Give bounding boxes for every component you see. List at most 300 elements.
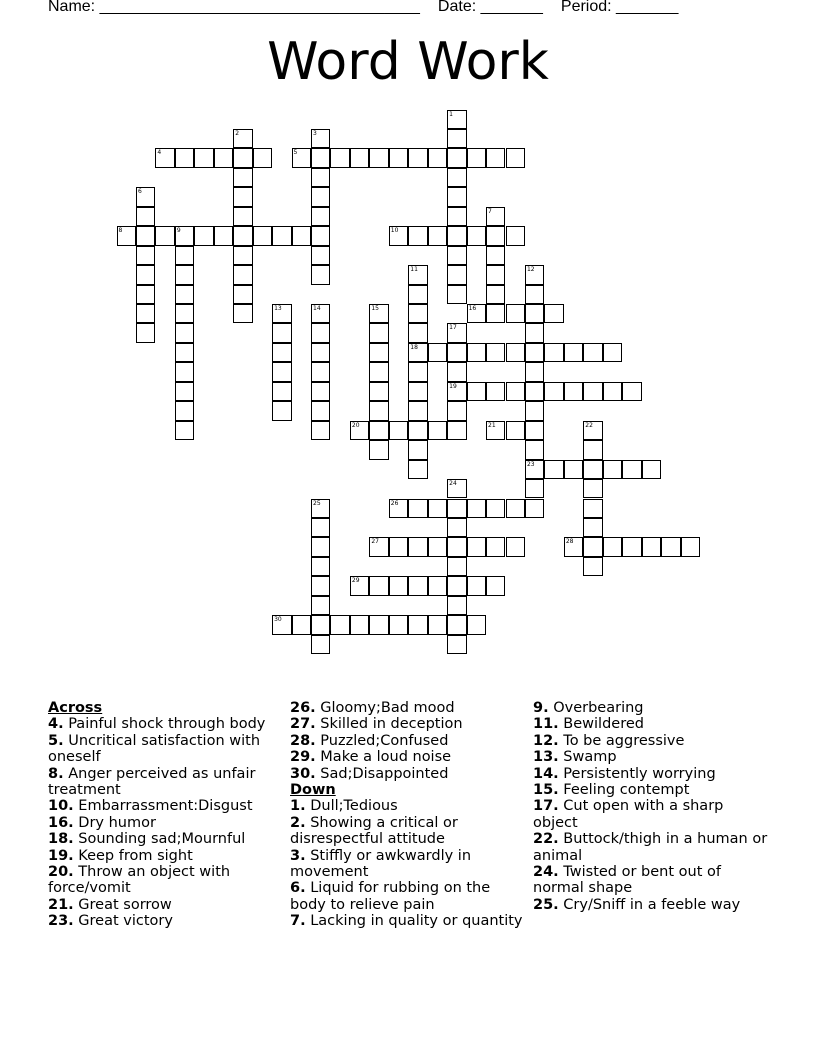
cell-number: 17 (449, 324, 457, 332)
grid-cell[interactable] (408, 148, 427, 167)
grid-cell[interactable] (506, 382, 525, 401)
grid-cell[interactable] (311, 168, 330, 187)
grid-cell[interactable] (389, 537, 408, 556)
clue-text: Dull;Tedious (310, 798, 398, 815)
clue-text: Swamp (563, 749, 617, 766)
clues-column-2 (290, 700, 525, 930)
clue-across-8 (48, 766, 283, 799)
cell-number: 26 (390, 499, 399, 507)
grid-cell[interactable] (194, 226, 213, 245)
grid-cell[interactable] (447, 323, 466, 342)
grid-cell[interactable] (233, 168, 252, 187)
grid-cell[interactable] (369, 401, 388, 420)
grid-cell[interactable] (408, 265, 427, 284)
grid-cell[interactable] (544, 343, 563, 362)
grid-cell[interactable] (661, 537, 680, 556)
grid-cell[interactable] (506, 499, 525, 518)
grid-cell[interactable] (311, 499, 330, 518)
grid-cell[interactable] (467, 499, 486, 518)
grid-cell[interactable] (272, 401, 291, 420)
grid-cell[interactable] (408, 440, 427, 459)
grid-cell[interactable] (233, 148, 252, 167)
grid-cell[interactable] (486, 148, 505, 167)
grid-cell[interactable] (272, 304, 291, 323)
grid-cell[interactable] (506, 148, 525, 167)
grid-cell[interactable] (233, 265, 252, 284)
grid-cell[interactable] (175, 226, 194, 245)
grid-cell[interactable] (292, 148, 311, 167)
grid-cell[interactable] (214, 148, 233, 167)
grid-cell[interactable] (136, 246, 155, 265)
clue-down-6 (290, 880, 525, 913)
grid-cell[interactable] (525, 304, 544, 323)
clue-across-27 (290, 716, 525, 732)
grid-cell[interactable] (486, 265, 505, 284)
grid-cell[interactable] (642, 537, 661, 556)
grid-cell[interactable] (506, 343, 525, 362)
grid-cell[interactable] (467, 576, 486, 595)
cell-number: 29 (351, 577, 360, 585)
grid-cell[interactable] (408, 460, 427, 479)
grid-cell[interactable] (525, 343, 544, 362)
grid-cell[interactable] (428, 499, 447, 518)
grid-cell[interactable] (525, 499, 544, 518)
grid-cell[interactable] (525, 440, 544, 459)
grid-cell[interactable] (428, 576, 447, 595)
grid-cell[interactable] (233, 207, 252, 226)
grid-cell[interactable] (428, 226, 447, 245)
grid-cell[interactable] (447, 401, 466, 420)
grid-cell[interactable] (525, 285, 544, 304)
grid-cell[interactable] (369, 382, 388, 401)
clue-across-23 (48, 913, 283, 929)
grid-cell[interactable] (447, 615, 466, 634)
grid-cell[interactable] (428, 537, 447, 556)
grid-cell[interactable] (233, 285, 252, 304)
grid-cell[interactable] (622, 382, 641, 401)
grid-cell[interactable] (564, 460, 583, 479)
grid-cell[interactable] (311, 187, 330, 206)
clue-number: 11. (533, 716, 559, 733)
grid-cell[interactable] (428, 148, 447, 167)
clue-text: Cut open with a sharp object (533, 798, 724, 831)
grid-cell[interactable] (603, 537, 622, 556)
clue-text: Sounding sad;Mournful (78, 831, 246, 848)
grid-cell[interactable] (155, 226, 174, 245)
clue-number: 16. (48, 814, 74, 831)
cell-number: 22 (585, 421, 593, 429)
grid-cell[interactable] (369, 362, 388, 381)
grid-cell[interactable] (272, 615, 291, 634)
clue-text: Dry humor (78, 814, 156, 831)
grid-cell[interactable] (175, 304, 194, 323)
grid-cell[interactable] (447, 265, 466, 284)
grid-cell[interactable] (311, 382, 330, 401)
grid-cell[interactable] (583, 557, 602, 576)
cell-number: 16 (468, 305, 477, 312)
clue-text: Lacking in quality or quantity (310, 913, 523, 930)
grid-cell[interactable] (447, 362, 466, 381)
grid-cell[interactable] (272, 323, 291, 342)
grid-cell[interactable] (350, 615, 369, 634)
grid-cell[interactable] (467, 615, 486, 634)
grid-cell[interactable] (311, 304, 330, 323)
grid-cell[interactable] (447, 499, 466, 518)
grid-cell[interactable] (447, 596, 466, 615)
clue-down-25 (533, 897, 768, 913)
grid-cell[interactable] (486, 304, 505, 323)
cell-number: 27 (371, 538, 379, 546)
grid-cell[interactable] (525, 401, 544, 420)
grid-cell[interactable] (447, 382, 466, 401)
grid-cell[interactable] (175, 421, 194, 440)
grid-cell[interactable] (175, 148, 194, 167)
grid-cell[interactable] (311, 246, 330, 265)
grid-cell[interactable] (253, 226, 272, 245)
grid-cell[interactable] (447, 129, 466, 148)
grid-cell[interactable] (447, 226, 466, 245)
clue-across-5 (48, 733, 283, 766)
grid-cell[interactable] (428, 615, 447, 634)
down-heading: Down (290, 782, 336, 799)
clue-across-19 (48, 848, 283, 864)
grid-cell[interactable] (447, 246, 466, 265)
grid-cell[interactable] (311, 596, 330, 615)
grid-cell[interactable] (447, 479, 466, 498)
grid-cell[interactable] (447, 537, 466, 556)
grid-cell[interactable] (525, 265, 544, 284)
grid-cell[interactable] (233, 304, 252, 323)
clue-text: To be aggressive (563, 732, 685, 749)
grid-cell[interactable] (330, 615, 349, 634)
period-field[interactable]: Period: _______ (560, 0, 679, 15)
grid-cell[interactable] (408, 304, 427, 323)
cell-number: 10 (390, 227, 399, 235)
grid-cell[interactable] (311, 343, 330, 362)
grid-cell[interactable] (369, 304, 388, 323)
grid-cell[interactable] (369, 440, 388, 459)
grid-cell[interactable] (447, 557, 466, 576)
clue-across-18 (48, 831, 283, 847)
grid-cell[interactable] (330, 148, 349, 167)
grid-cell[interactable] (467, 226, 486, 245)
grid-cell[interactable] (408, 499, 427, 518)
grid-cell[interactable] (408, 421, 427, 440)
grid-cell[interactable] (486, 382, 505, 401)
grid-cell[interactable] (486, 285, 505, 304)
grid-cell[interactable] (447, 285, 466, 304)
grid-cell[interactable] (369, 537, 388, 556)
grid-cell[interactable] (272, 343, 291, 362)
clue-across-10 (48, 798, 283, 814)
grid-cell[interactable] (564, 537, 583, 556)
grid-cell[interactable] (175, 323, 194, 342)
grid-cell[interactable] (408, 285, 427, 304)
clue-text: Make a loud noise (320, 749, 452, 766)
cell-number: 8 (118, 227, 123, 235)
grid-cell[interactable] (428, 421, 447, 440)
grid-cell[interactable] (389, 499, 408, 518)
grid-cell[interactable] (583, 479, 602, 498)
grid-cell[interactable] (447, 148, 466, 167)
page-title: Word Work (267, 32, 549, 92)
grid-cell[interactable] (408, 615, 427, 634)
grid-cell[interactable] (369, 421, 388, 440)
clue-number: 23. (48, 913, 74, 930)
cell-number: 14 (313, 305, 321, 312)
grid-cell[interactable] (175, 343, 194, 362)
grid-cell[interactable] (175, 265, 194, 284)
grid-cell[interactable] (311, 323, 330, 342)
clue-text: Sad;Disappointed (320, 765, 449, 782)
grid-cell[interactable] (408, 401, 427, 420)
clue-number: 30. (290, 765, 316, 782)
cell-number: 30 (274, 616, 282, 624)
grid-cell[interactable] (467, 537, 486, 556)
clue-down-11 (533, 716, 768, 732)
grid-cell[interactable] (272, 226, 291, 245)
grid-cell[interactable] (681, 537, 700, 556)
grid-cell[interactable] (447, 421, 466, 440)
grid-cell[interactable] (564, 343, 583, 362)
grid-cell[interactable] (447, 207, 466, 226)
grid-cell[interactable] (506, 304, 525, 323)
grid-cell[interactable] (311, 401, 330, 420)
grid-cell[interactable] (117, 226, 136, 245)
grid-cell[interactable] (642, 460, 661, 479)
cell-number: 13 (274, 305, 282, 312)
cell-number: 11 (410, 266, 418, 274)
grid-cell[interactable] (408, 576, 427, 595)
grid-cell[interactable] (311, 576, 330, 595)
grid-cell[interactable] (136, 304, 155, 323)
grid-cell[interactable] (525, 382, 544, 401)
grid-cell[interactable] (525, 362, 544, 381)
grid-cell[interactable] (447, 110, 466, 129)
grid-cell[interactable] (525, 479, 544, 498)
grid-cell[interactable] (369, 343, 388, 362)
clue-text: Painful shock through body (68, 716, 266, 733)
clue-down-3 (290, 848, 525, 881)
grid-cell[interactable] (136, 187, 155, 206)
grid-cell[interactable] (583, 343, 602, 362)
clue-down-12 (533, 733, 768, 749)
grid-cell[interactable] (311, 362, 330, 381)
grid-cell[interactable] (311, 557, 330, 576)
grid-cell[interactable] (136, 207, 155, 226)
grid-cell[interactable] (311, 635, 330, 654)
grid-cell[interactable] (544, 460, 563, 479)
clue-text: Great victory (78, 913, 173, 930)
grid-cell[interactable] (447, 518, 466, 537)
clue-number: 6. (290, 880, 306, 897)
clue-across-26 (290, 700, 525, 716)
grid-cell[interactable] (564, 382, 583, 401)
grid-cell[interactable] (311, 148, 330, 167)
name-field[interactable]: Name: ____________________________________ (48, 0, 420, 15)
clue-text: Anger perceived as unfair treatment (48, 765, 256, 799)
grid-cell[interactable] (175, 401, 194, 420)
clue-number: 12. (533, 732, 559, 749)
grid-cell[interactable] (467, 382, 486, 401)
grid-cell[interactable] (311, 615, 330, 634)
grid-cell[interactable] (506, 421, 525, 440)
grid-cell[interactable] (389, 615, 408, 634)
clue-text: Great sorrow (78, 896, 172, 913)
grid-cell[interactable] (486, 246, 505, 265)
grid-cell[interactable] (525, 323, 544, 342)
grid-cell[interactable] (175, 246, 194, 265)
clue-number: 3. (290, 847, 306, 864)
grid-cell[interactable] (544, 304, 563, 323)
clue-down-2 (290, 815, 525, 848)
grid-cell[interactable] (389, 421, 408, 440)
clue-text: Twisted or bent out of normal shape (533, 864, 721, 897)
grid-cell[interactable] (408, 537, 427, 556)
grid-cell[interactable] (350, 421, 369, 440)
grid-cell[interactable] (311, 129, 330, 148)
grid-cell[interactable] (486, 537, 505, 556)
clue-number: 19. (48, 847, 74, 864)
grid-cell[interactable] (175, 285, 194, 304)
grid-cell[interactable] (583, 382, 602, 401)
grid-cell[interactable] (408, 323, 427, 342)
clue-number: 4. (48, 716, 64, 733)
across-heading: Across (48, 700, 103, 716)
grid-cell[interactable] (311, 421, 330, 440)
grid-cell[interactable] (369, 576, 388, 595)
grid-cell[interactable] (369, 323, 388, 342)
grid-cell[interactable] (486, 421, 505, 440)
grid-cell[interactable] (389, 148, 408, 167)
clue-number: 26. (290, 700, 316, 716)
grid-cell[interactable] (233, 246, 252, 265)
grid-cell[interactable] (447, 168, 466, 187)
grid-cell[interactable] (447, 635, 466, 654)
grid-cell[interactable] (583, 518, 602, 537)
clue-number: 8. (48, 765, 64, 782)
grid-cell[interactable] (155, 148, 174, 167)
grid-cell[interactable] (194, 148, 213, 167)
clue-text: Gloomy;Bad mood (320, 700, 455, 716)
crossword-grid (117, 110, 717, 670)
grid-cell[interactable] (408, 226, 427, 245)
grid-cell[interactable] (525, 421, 544, 440)
clue-across-20 (48, 864, 283, 897)
grid-cell[interactable] (408, 382, 427, 401)
grid-cell[interactable] (350, 576, 369, 595)
grid-cell[interactable] (486, 226, 505, 245)
grid-cell[interactable] (583, 421, 602, 440)
grid-cell[interactable] (369, 615, 388, 634)
grid-cell[interactable] (136, 323, 155, 342)
clue-number: 1. (290, 798, 306, 815)
grid-cell[interactable] (447, 187, 466, 206)
grid-cell[interactable] (603, 343, 622, 362)
grid-cell[interactable] (467, 148, 486, 167)
grid-cell[interactable] (214, 226, 233, 245)
cell-number: 3 (313, 129, 317, 137)
grid-cell[interactable] (311, 518, 330, 537)
grid-cell[interactable] (583, 440, 602, 459)
grid-cell[interactable] (369, 148, 388, 167)
clue-number: 5. (48, 732, 64, 749)
grid-cell[interactable] (506, 537, 525, 556)
clue-number: 9. (533, 700, 549, 716)
grid-cell[interactable] (583, 499, 602, 518)
grid-cell[interactable] (311, 265, 330, 284)
grid-cell[interactable] (136, 285, 155, 304)
grid-cell[interactable] (233, 226, 252, 245)
cell-number: 4 (157, 149, 162, 157)
clue-number: 14. (533, 765, 559, 782)
grid-cell[interactable] (428, 343, 447, 362)
clue-number: 27. (290, 716, 316, 733)
grid-cell[interactable] (253, 148, 272, 167)
grid-cell[interactable] (136, 265, 155, 284)
grid-cell[interactable] (175, 382, 194, 401)
date-field[interactable]: Date: _______ (437, 0, 543, 15)
grid-cell[interactable] (544, 382, 563, 401)
cell-number: 19 (449, 382, 457, 390)
grid-cell[interactable] (622, 460, 641, 479)
grid-cell[interactable] (272, 382, 291, 401)
grid-cell[interactable] (506, 226, 525, 245)
grid-cell[interactable] (447, 576, 466, 595)
cell-number: 5 (293, 149, 298, 157)
grid-cell[interactable] (292, 615, 311, 634)
grid-cell[interactable] (272, 362, 291, 381)
grid-cell[interactable] (525, 460, 544, 479)
grid-cell[interactable] (486, 499, 505, 518)
grid-cell[interactable] (311, 537, 330, 556)
grid-cell[interactable] (311, 207, 330, 226)
grid-cell[interactable] (603, 460, 622, 479)
clue-text: Embarrassment:Disgust (78, 798, 253, 815)
grid-cell[interactable] (486, 207, 505, 226)
grid-cell[interactable] (389, 576, 408, 595)
grid-cell[interactable] (175, 362, 194, 381)
grid-cell[interactable] (408, 343, 427, 362)
cell-number: 1 (449, 110, 453, 118)
grid-cell[interactable] (292, 226, 311, 245)
grid-cell[interactable] (583, 460, 602, 479)
clue-text: Buttock/thigh in a human or animal (533, 831, 768, 864)
grid-cell[interactable] (622, 537, 641, 556)
grid-cell[interactable] (603, 382, 622, 401)
clue-across-29 (290, 749, 525, 765)
grid-cell[interactable] (486, 576, 505, 595)
grid-cell[interactable] (136, 226, 155, 245)
grid-cell[interactable] (408, 362, 427, 381)
grid-cell[interactable] (467, 304, 486, 323)
clue-down-14 (533, 766, 768, 782)
grid-cell[interactable] (233, 187, 252, 206)
grid-cell[interactable] (467, 343, 486, 362)
grid-cell[interactable] (233, 129, 252, 148)
clue-number: 13. (533, 749, 559, 766)
grid-cell[interactable] (583, 537, 602, 556)
grid-cell[interactable] (311, 226, 330, 245)
grid-cell[interactable] (447, 343, 466, 362)
clue-number: 24. (533, 864, 559, 881)
grid-cell[interactable] (350, 148, 369, 167)
clue-text: Uncritical satisfaction with oneself (48, 732, 261, 766)
grid-cell[interactable] (486, 343, 505, 362)
grid-cell[interactable] (389, 226, 408, 245)
clues-column-1 (48, 700, 283, 930)
clue-number: 20. (48, 864, 74, 881)
